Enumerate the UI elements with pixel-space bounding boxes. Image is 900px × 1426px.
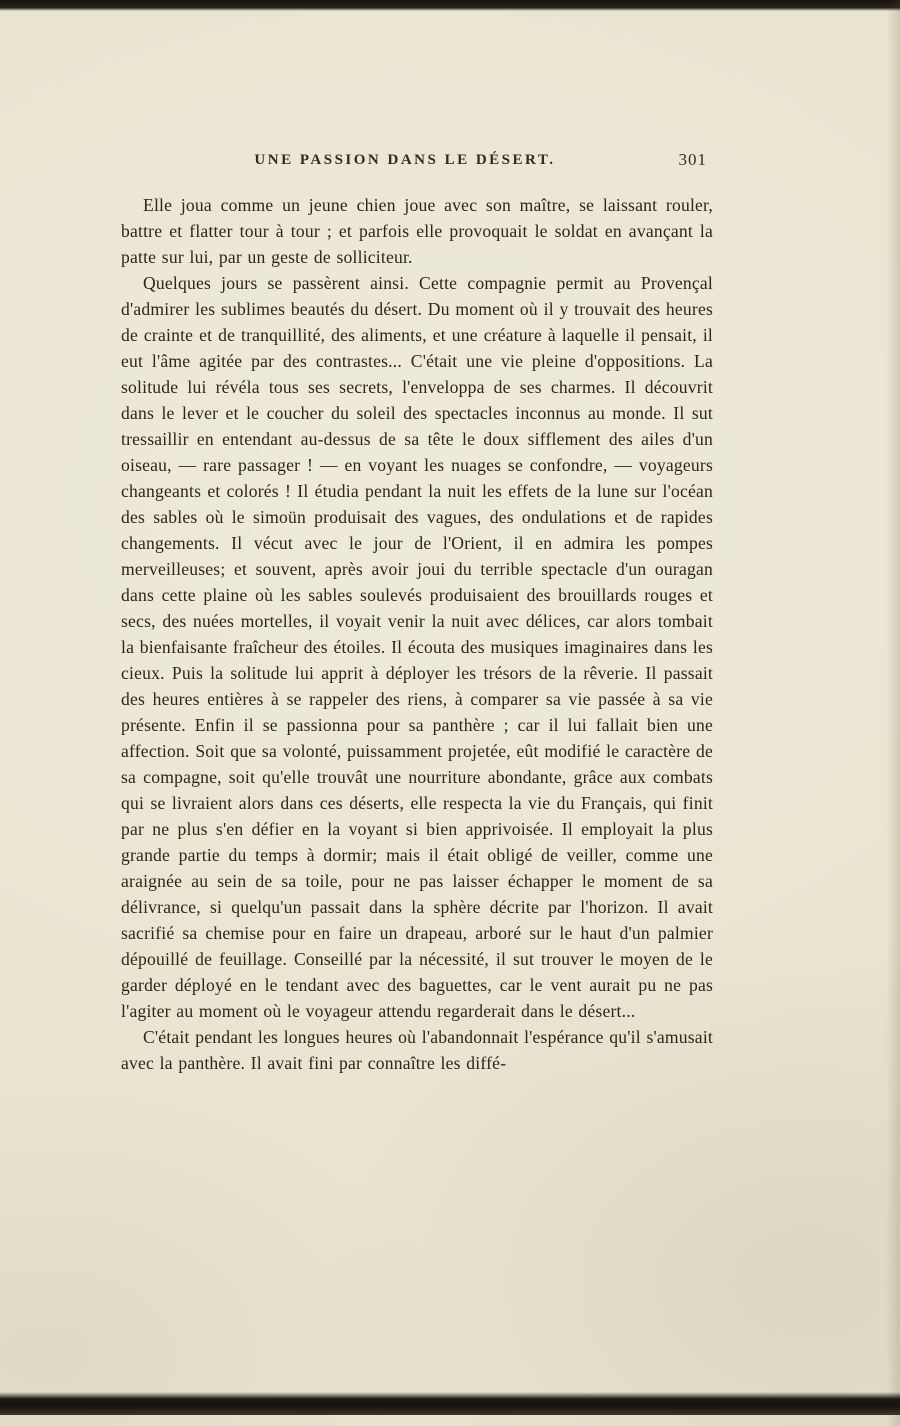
running-title: UNE PASSION DANS LE DÉSERT. [254,152,556,168]
running-head [121,150,713,180]
scan-edge-top [0,0,900,11]
page-number: 301 [678,150,707,169]
scan-edge-bottom [0,1392,900,1415]
scan-edge-right [886,0,900,1426]
paragraph: Elle joua comme un jeune chien joue avec son maître, se laissant rouler, battre et flatter tour à tour ; et parfois elle provoquait le soldat en avançant la patte sur lui, par un geste de solliciteur. [121,195,713,267]
paragraph: C'était pendant les longues heures où l'abandonnait l'espérance qu'il s'amusait avec la panthère. Il avait fini par connaître les diffé- [121,1027,713,1073]
page-content [121,150,713,1076]
paragraph: Quelques jours se passèrent ainsi. Cette compagnie permit au Provençal d'admirer les sublimes beautés du désert. Du moment où il y trouvait des heures de crainte et de tranquillité, des aliments, et une créature à laquelle il pensait, il eut l'âme agitée par des contrastes... C'était une vie pleine d'oppositions. La solitude lui révéla tous ses secrets, l'enveloppa de ses charmes. Il découvrit dans le lever et le coucher du soleil des spectacles inconnus au monde. Il sut tressaillir en entendant au-dessus de sa tête le doux sifflement des ailes d'un oiseau, — rare passager ! — en voyant les nuages se confondre, — voyageurs changeants et colorés ! Il étudia pendant la nuit les effets de la lune sur l'océan des sables où le simoün produisait des vagues, des ondulations et de rapides changements. Il vécut avec le jour de l'Orient, il en admira les pompes merveilleuses; et souvent, après avoir joui du terrible spectacle d'un ouragan dans cette plaine où les sables soulevés produisaient des brouillards rouges et secs, des nuées mortelles, il voyait venir la nuit avec délices, car alors tombait la bienfaisante fraîcheur des étoiles. Il écouta des musiques imaginaires dans les cieux. Puis la solitude lui apprit à déployer les trésors de la rêverie. Il passait des heures entières à se rappeler des riens, à comparer sa vie passée à sa vie présente. Enfin il se passionna pour sa panthère ; car il lui fallait bien une affection. Soit que sa volonté, puissamment projetée, eût modifié le caractère de sa compagne, soit qu'elle trouvât une nourriture abondante, grâce aux combats qui se livraient alors dans ces déserts, elle respecta la vie du Français, qui finit par ne plus s'en défier en la voyant si bien apprivoisée. Il employait la plus grande partie du temps à dormir; mais il était obligé de veiller, comme une araignée au sein de sa toile, pour ne pas laisser échapper le moment de sa délivrance, si quelqu'un passait dans la sphère décrite par l'horizon. Il avait sacrifié sa chemise pour en faire un drapeau, arboré sur le haut d'un palmier dépouillé de feuillage. Conseillé par la nécessité, il sut trouver le moyen de le garder déployé en le tendant avec des baguettes, car le vent aurait pu ne pas l'agiter au moment où le voyageur attendu regarderait dans le désert... [121,273,713,1021]
text-block [121,192,713,1076]
